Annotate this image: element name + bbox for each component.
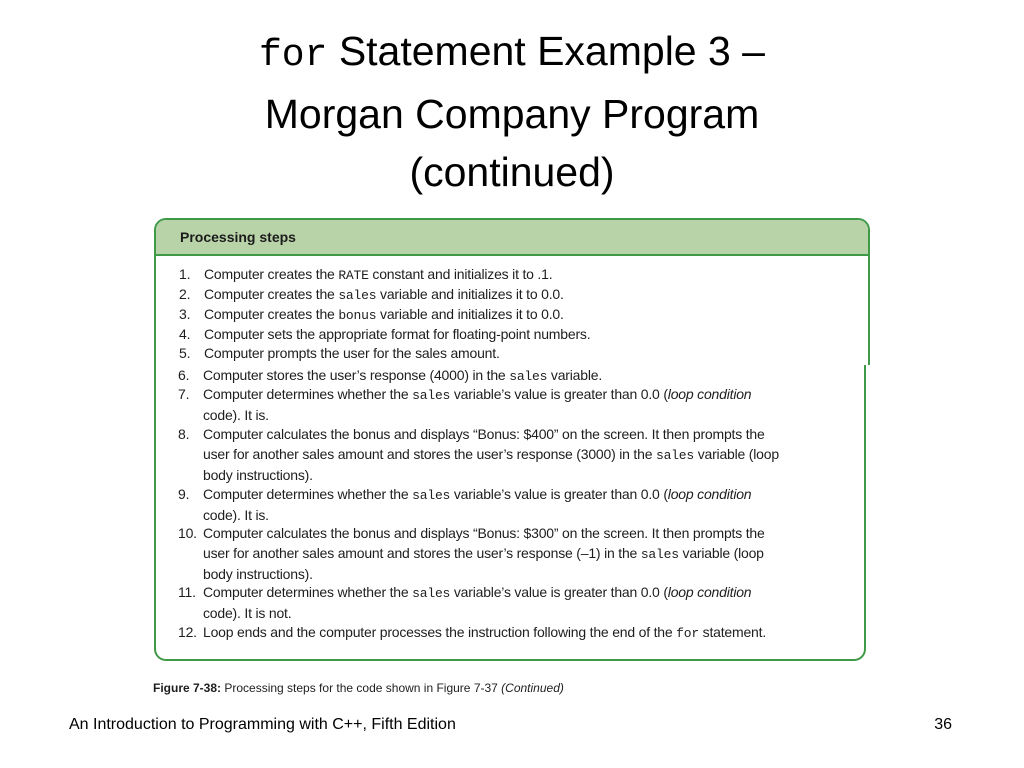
title-line-2: Morgan Company Program [264,91,760,137]
step-number: 8. [178,426,190,442]
step-code: RATE [338,268,369,283]
footer-book-title: An Introduction to Programming with C++, Fifth Edition [69,716,456,733]
step-text-part: variable’s value is greater than 0.0 ( [450,386,668,402]
step-code: sales [412,488,451,503]
step-text-part: statement. [698,624,767,640]
step-text-part: user for another sales amount and stores the user’s response (3000) in the [203,445,656,462]
step-text-part: user for another sales amount and stores the user’s response (–1) in the [203,544,641,561]
step-text-part: constant and initializes it to .1. [368,266,553,282]
step-code: bonus [338,308,377,323]
figure-box-bottom [154,365,866,661]
step-text-part: Computer calculates the bonus and displays “Bonus: $400” on the screen. It then prompts the [203,426,765,442]
step-text-part: Computer creates the [204,286,339,302]
step-text-part: Computer determines whether the [203,386,413,402]
step-text-part: body instructions). [203,466,313,483]
step-number: 10. [178,525,197,541]
step-text-part: Computer creates the [204,266,339,282]
step-code: sales [509,369,548,384]
step-text-part: Computer determines whether the [203,584,413,600]
step-italic: loop condition [667,486,752,502]
step-text-part: variable’s value is greater than 0.0 ( [450,486,668,502]
step-text-part: body instructions). [203,565,313,582]
step-text-part: code). It is. [203,506,269,523]
step-text-part: variable’s value is greater than 0.0 ( [450,584,668,600]
step-number: 4. [179,326,191,342]
page-number: 36 [934,716,952,733]
step-number: 7. [178,386,190,402]
step-text-part: code). It is. [203,406,269,423]
step-number: 2. [179,286,191,302]
step-text-part: variable. [547,367,603,383]
step-italic: loop condition [667,386,752,402]
caption-text: Processing steps for the code shown in Figure 7-37 [221,681,502,695]
title-line-3: (continued) [409,149,615,195]
step-number: 3. [179,306,191,322]
step-code: sales [338,288,377,303]
step-number: 11. [178,584,196,600]
figure-box-top [154,218,870,365]
caption-label: Figure 7-38: [153,681,222,695]
step-number: 5. [179,345,191,361]
step-text-part: variable and initializes it to 0.0. [376,286,564,302]
step-number: 12. [178,624,197,640]
slide-title [0,22,1024,201]
step-text-part: variable (loop [678,544,764,561]
step-code: sales [655,447,694,463]
step-code: sales [412,586,451,601]
title-keyword: for [259,34,328,77]
step-text-part: Loop ends and the computer processes the instruction following the end of the [203,624,677,640]
title-line-1-text: Statement Example 3 – [327,28,765,74]
caption-italic: (Continued) [501,681,564,695]
step-text-part: Computer determines whether the [203,486,413,502]
step-text: Computer prompts the user for the sales amount. [204,345,500,361]
step-code: sales [412,388,451,403]
title-line-1 [0,22,1024,85]
step-text-part: variable (loop [694,445,779,462]
step-text-part: Computer stores the user’s response (4000) in the [203,367,510,383]
step-code: sales [640,546,679,562]
step-number: 1. [179,266,191,282]
figure-caption [153,681,564,695]
step-text: Computer sets the appropriate format for floating-point numbers. [204,326,591,342]
step-text-part: code). It is not. [203,604,292,621]
step-text-part: Computer calculates the bonus and displays “Bonus: $300” on the screen. It then prompts the [203,525,765,541]
step-number: 9. [178,486,190,502]
step-italic: loop condition [667,584,752,600]
step-code: for [676,626,699,641]
step-number: 6. [178,367,190,383]
step-text-part: Computer creates the [204,306,339,322]
figure-header: Processing steps [156,220,868,256]
step-text-part: variable and initializes it to 0.0. [376,306,564,322]
